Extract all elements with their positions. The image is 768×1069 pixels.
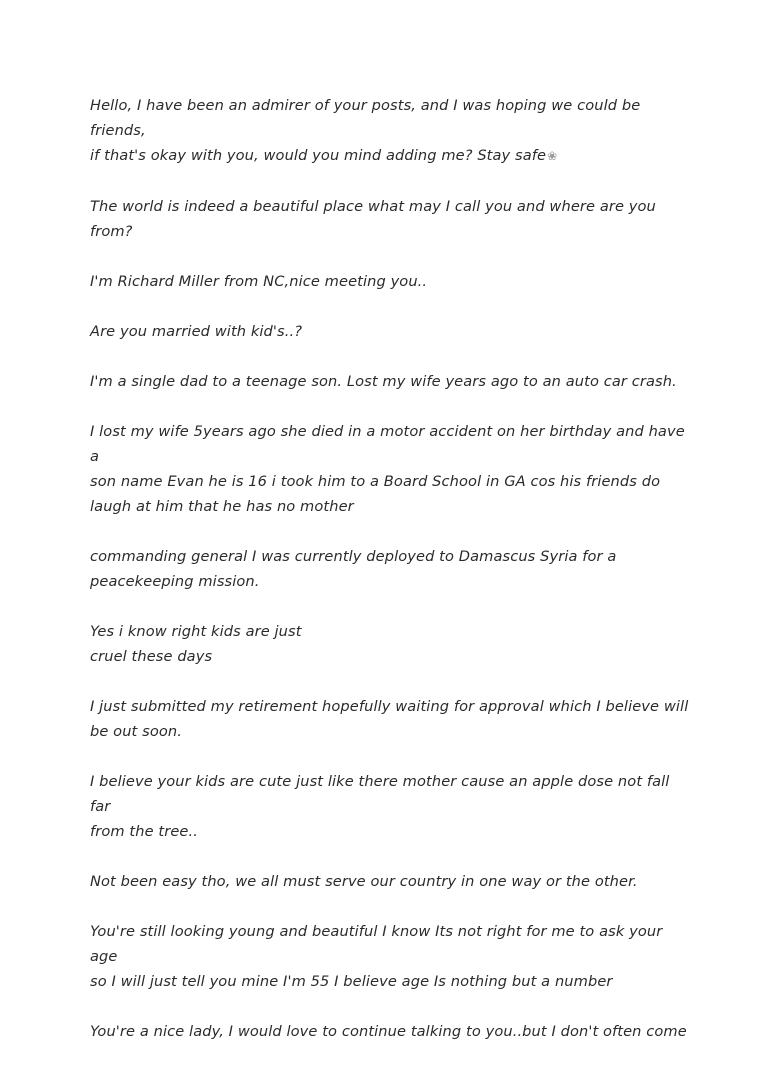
message-paragraph: You're a nice lady, I would love to continue talking to you..but I don't often come — [90, 1023, 687, 1040]
message-paragraph — [90, 93, 690, 169]
message-paragraph: I lost my wife 5years ago she died in a motor accident on her birthday and have a son name Evan he is 16 i took him to a Board School in GA cos his friends do laugh at him that he has no mother — [90, 423, 685, 515]
message-text: Hello, I have been an admirer of your posts, and I was hoping we could be friends, if that's okay with you, would you mind adding me? Stay safe — [90, 97, 641, 164]
message-paragraph: Not been easy tho, we all must serve our country in one way or the other. — [90, 873, 638, 890]
message-paragraph: commanding general I was currently deployed to Damascus Syria for a peacekeeping mission. — [90, 548, 617, 590]
message-paragraph: Are you married with kid's..? — [90, 323, 303, 340]
message-paragraph: Yes i know right kids are just cruel these days — [90, 623, 302, 665]
message-paragraph: I believe your kids are cute just like there mother cause an apple dose not fall far from the tree.. — [90, 773, 670, 840]
message-paragraph: I'm a single dad to a teenage son. Lost my wife years ago to an auto car crash. — [90, 373, 677, 390]
message-paragraph: The world is indeed a beautiful place what may I call you and where are you from? — [90, 198, 656, 240]
message-paragraph: I just submitted my retirement hopefully waiting for approval which I believe will be out soon. — [90, 698, 689, 740]
message-paragraph: You're still looking young and beautiful I know Its not right for me to ask your age so I will just tell you mine I'm 55 I believe age Is nothing but a number — [90, 923, 663, 990]
flower-emoji-icon: ❀ — [547, 149, 558, 163]
message-paragraph: I'm Richard Miller from NC,nice meeting you.. — [90, 273, 428, 290]
document-page — [90, 93, 690, 1069]
